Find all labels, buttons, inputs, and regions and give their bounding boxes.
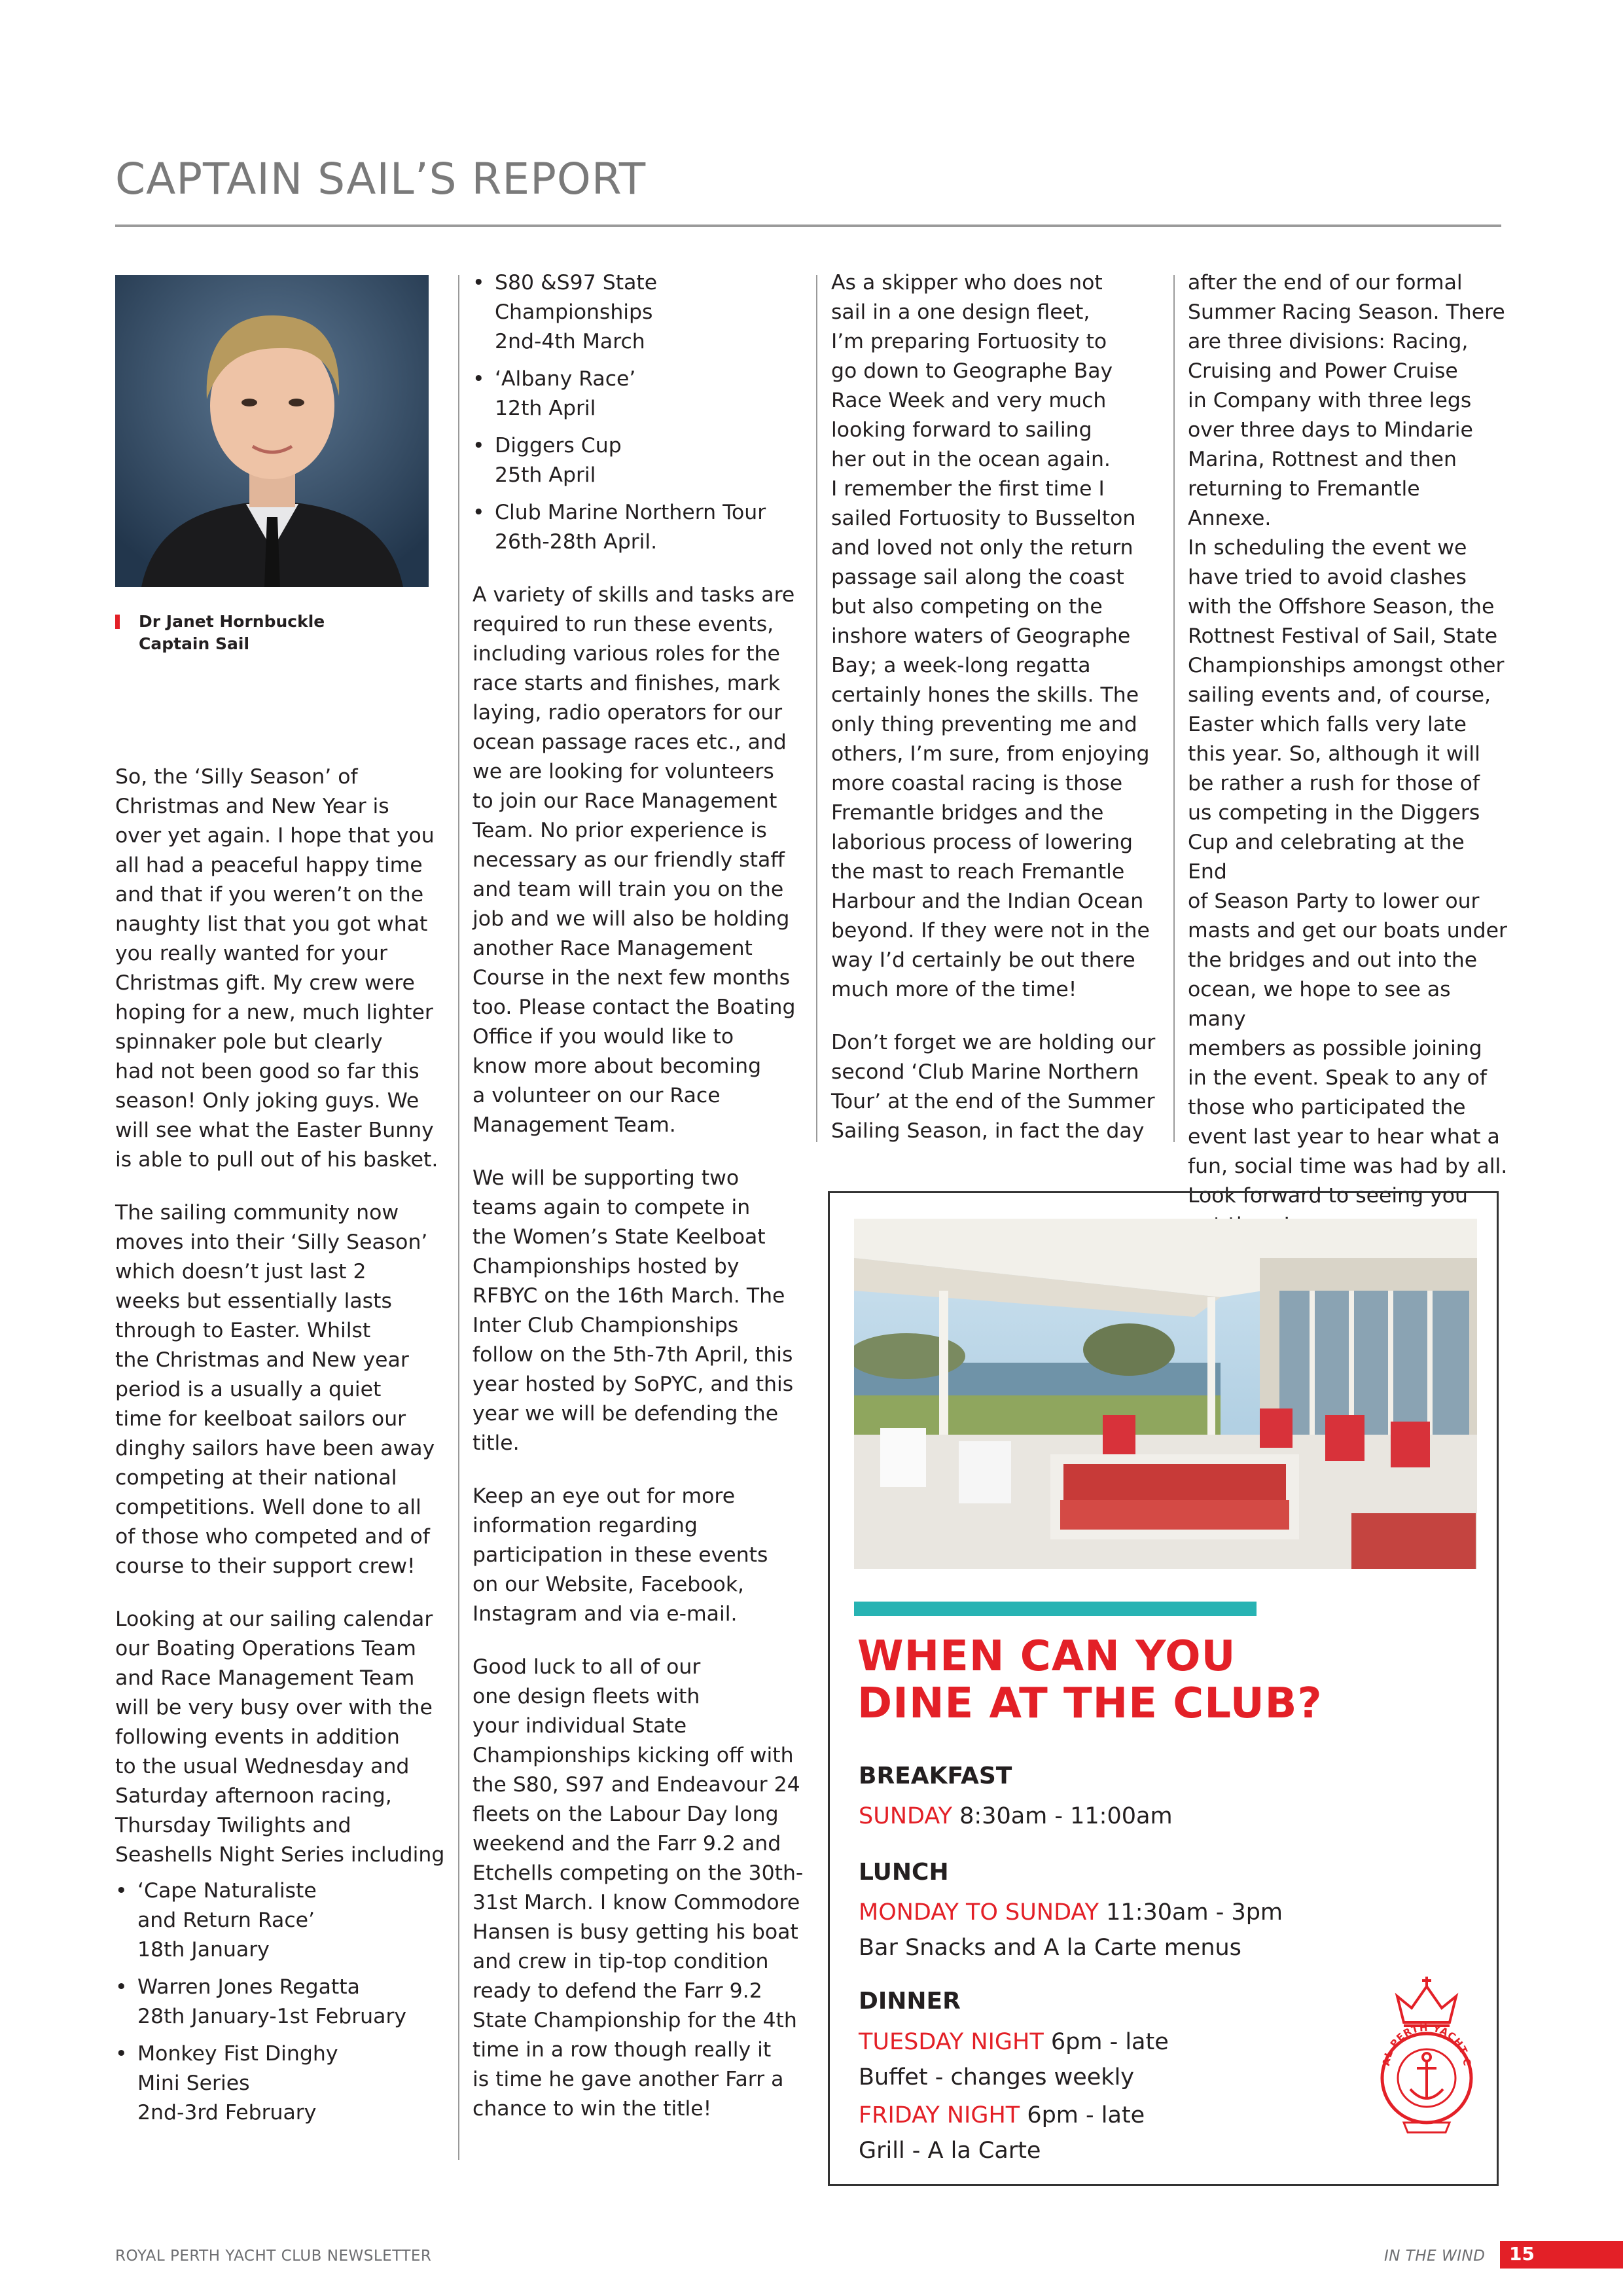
- friday-day: FRIDAY NIGHT: [859, 2102, 1020, 2128]
- col2-paragraph-1: A variety of skills and tasks are required to run these events, including various roles for the race starts and finishes, mark laying, radio operators for our ocean passage races etc., and we are looking for volunteers to join our Race Management Team. No prior experience is necessary as our friendly staff and team will train you on the job and we will also be holding another Race Management Course in the next few months too. Please contact the Boating Office if you would like to know more about becoming a volunteer on our Race Management Team.: [473, 583, 796, 1137]
- list-item: • ‘Cape Naturaliste and Return Race’ 18th January: [115, 1876, 449, 1965]
- friday-note: Grill - A la Carte: [859, 2138, 1041, 2164]
- col2-paragraph-3: Keep an eye out for more information regarding participation in these events on our Website, Facebook, Instagram and via e-mail.: [473, 1484, 768, 1626]
- column-4: [1188, 268, 1508, 1240]
- tuesday-note: Buffet - changes weekly: [859, 2064, 1135, 2090]
- club-terrace-photo: [854, 1219, 1477, 1569]
- col1-paragraph-2: The sailing community now moves into their ‘Silly Season’ which doesn’t just last 2 weeks but essentially lasts through to Easter. Whilst the Christmas and New year period is a usually a quiet time for keelboat sailors our dinghy sailors have been away competing at their national competitions. Well done to all of those who competed and of course to their support crew!: [115, 1201, 435, 1578]
- col1-paragraph-3: Looking at our sailing calendar our Boating Operations Team and Race Management Team will be very busy over with the following events in addition to the usual Wednesday and Saturday afternoon racing, Thursday Twilights and Seashells Night Series including: [115, 1607, 445, 1867]
- friday-time: 6pm - late: [1027, 2102, 1145, 2128]
- lunch-time: 11:30am - 3pm: [1106, 1899, 1283, 1926]
- caption-role: Captain Sail: [139, 634, 250, 653]
- list-item: • Diggers Cup 25th April: [473, 431, 813, 490]
- breakfast-label: BREAKFAST: [859, 1763, 1012, 1789]
- list-item: • ‘Albany Race’ 12th April: [473, 365, 813, 423]
- list-item: • Warren Jones Regatta 28th January-1st February: [115, 1973, 449, 2032]
- column-divider-3: [1173, 275, 1175, 1142]
- photo-caption: [115, 611, 325, 655]
- title-rule: [115, 224, 1501, 227]
- col2-paragraph-4: Good luck to all of our one design fleets with your individual State Championships kicking off with the S80, S97 and Endeavour 24 fleets on the Labour Day long weekend and the Farr 9.2 and Etchells competing on the 30th- 31st March. I know Commodore Hansen is busy getting his boat and crew in tip-top condition ready to defend the Farr 9.2 State Championship for the 4th time in a row though really it is time he gave another Farr a chance to win the title!: [473, 1655, 804, 2121]
- column-1: [115, 762, 449, 2151]
- dinner-label: DINNER: [859, 1988, 961, 2015]
- breakfast-hours: [859, 1803, 1173, 1829]
- list-item: • Club Marine Northern Tour 26th-28th April.: [473, 498, 813, 557]
- column-3: [831, 268, 1171, 1170]
- captain-portrait: [115, 275, 429, 587]
- col4-paragraph-1: after the end of our formal Summer Racing Season. There are three divisions: Racing, Cruising and Power Cruise in Company with three legs over three days to Mindarie Marina, Rottnest and then returning to Fremantle Annexe. In scheduling the event we have tried to avoid clashes with the Offshore Season, the Rottnest Festival of Sail, State Championships amongst other sailing events and, of course, Easter which falls very late this year. So, although it will be rather a rush for those of us competing in the Diggers Cup and celebrating at the End of Season Party to lower our masts and get our boats under the bridges and out into the ocean, we hope to see as many members as possible joining in the event. Speak to any of those who participated the event last year to hear what a fun, social time was had by all. Look forward to seeing you: [1188, 271, 1508, 1208]
- col2-event-list: [473, 268, 813, 557]
- lunch-hours: [859, 1899, 1283, 1926]
- col2-paragraph-2: We will be supporting two teams again to compete in the Women’s State Keelboat Championships hosted by RFBYC on the 16th March. The Inter Club Championships follow on the 5th-7th April, this year hosted by SoPYC, and this year we will be defending the title.: [473, 1166, 794, 1455]
- teal-accent-bar: [854, 1602, 1257, 1616]
- dining-heading: WHEN CAN YOU DINE AT THE CLUB?: [857, 1632, 1323, 1728]
- column-2: [473, 268, 813, 2147]
- footer-newsletter-name: ROYAL PERTH YACHT CLUB NEWSLETTER: [115, 2248, 432, 2265]
- page-title: CAPTAIN SAIL’S REPORT: [115, 154, 647, 204]
- footer-publication: IN THE WIND: [1384, 2248, 1486, 2265]
- page-number: 15: [1509, 2243, 1535, 2265]
- col3-paragraph-2: Don’t forget we are holding our second ‘Club Marine Northern Tour’ at the end of the Summer Sailing Season, in fact the day: [831, 1031, 1156, 1143]
- list-item: • S80 &S97 State Championships 2nd-4th March: [473, 268, 813, 357]
- breakfast-time: 8:30am - 11:00am: [959, 1803, 1173, 1829]
- tuesday-time: 6pm - late: [1050, 2029, 1169, 2055]
- col1-paragraph-1: So, the ‘Silly Season’ of Christmas and New Year is over yet again. I hope that you all had a peaceful happy time and that if you weren’t on the naughty list that you got what you really wanted for your Christmas gift. My crew were hoping for a new, much lighter spinnaker pole but clearly had not been good so far this season! Only joking guys. We will see what the Easter Bunny is able to pull out of his basket.: [115, 765, 438, 1172]
- tuesday-day: TUESDAY NIGHT: [859, 2029, 1044, 2055]
- list-item: • Monkey Fist Dinghy Mini Series 2nd-3rd February: [115, 2039, 449, 2128]
- col3-paragraph-1: As a skipper who does not sail in a one design fleet, I’m preparing Fortuosity to go down to Geographe Bay Race Week and very much looking forward to sailing her out in the ocean again. I remember the first time I sailed Fortuosity to Busselton and loved not only the return passage sail along the coast but also competing on the inshore waters of Geographe Bay; a week-long regatta certainly hones the skills. The only thing preventing me and others, I’m sure, from enjoying more coastal racing is those Fremantle bridges and the laborious process of lowering the mast to reach Fremantle Harbour and the Indian Ocean beyond. If they were not in the way I’d certainly be out there much more of the time!: [831, 271, 1150, 1001]
- lunch-note: Bar Snacks and A la Carte menus: [859, 1935, 1241, 1961]
- club-crest-logo: [1378, 1970, 1476, 2140]
- lunch-label: LUNCH: [859, 1859, 949, 1886]
- col1-event-list: [115, 1876, 449, 2128]
- caption-name: Dr Janet Hornbuckle: [139, 612, 325, 631]
- breakfast-day: SUNDAY: [859, 1803, 952, 1829]
- column-divider-2: [816, 275, 817, 1142]
- friday-hours: [859, 2102, 1145, 2128]
- tuesday-hours: [859, 2029, 1169, 2055]
- lunch-day: MONDAY TO SUNDAY: [859, 1899, 1099, 1926]
- crest-text: AL PERTH YACHT C: [1380, 2021, 1474, 2068]
- column-divider-1: [458, 275, 459, 2160]
